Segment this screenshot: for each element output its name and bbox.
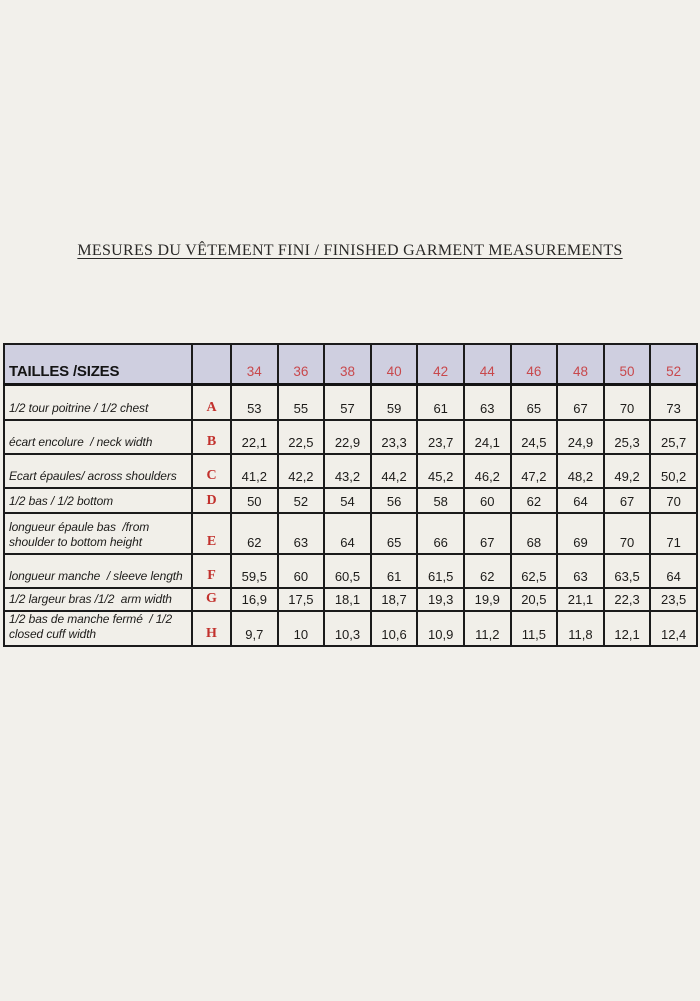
value-cell: 59,5 bbox=[231, 554, 278, 588]
value-cell: 24,9 bbox=[557, 420, 604, 454]
value-cell: 23,7 bbox=[417, 420, 464, 454]
value-cell: 54 bbox=[324, 488, 371, 513]
table-row-B bbox=[4, 420, 697, 454]
value-cell: 64 bbox=[324, 513, 371, 554]
value-cell: 64 bbox=[557, 488, 604, 513]
row-label: Ecart épaules/ across shoulders bbox=[4, 454, 192, 488]
row-label: 1/2 bas / 1/2 bottom bbox=[4, 488, 192, 513]
value-cell: 62 bbox=[511, 488, 558, 513]
row-label: 1/2 largeur bras /1/2 arm width bbox=[4, 588, 192, 611]
size-header-48: 48 bbox=[557, 344, 604, 384]
value-cell: 22,1 bbox=[231, 420, 278, 454]
value-cell: 67 bbox=[557, 384, 604, 420]
value-cell: 61 bbox=[371, 554, 418, 588]
value-cell: 61 bbox=[417, 384, 464, 420]
row-label: 1/2 bas de manche fermé / 1/2 closed cuff width bbox=[4, 611, 192, 646]
value-cell: 10,9 bbox=[417, 611, 464, 646]
value-cell: 62,5 bbox=[511, 554, 558, 588]
value-cell: 65 bbox=[371, 513, 418, 554]
size-header-50: 50 bbox=[604, 344, 651, 384]
value-cell: 11,2 bbox=[464, 611, 511, 646]
value-cell: 22,5 bbox=[278, 420, 325, 454]
value-cell: 10,6 bbox=[371, 611, 418, 646]
table-row-C bbox=[4, 454, 697, 488]
value-cell: 24,1 bbox=[464, 420, 511, 454]
value-cell: 22,3 bbox=[604, 588, 651, 611]
value-cell: 23,5 bbox=[650, 588, 697, 611]
value-cell: 42,2 bbox=[278, 454, 325, 488]
value-cell: 47,2 bbox=[511, 454, 558, 488]
row-label: longueur épaule bas /from shoulder to bottom height bbox=[4, 513, 192, 554]
size-header-44: 44 bbox=[464, 344, 511, 384]
letter-column-header bbox=[192, 344, 231, 384]
table-row-F bbox=[4, 554, 697, 588]
value-cell: 65 bbox=[511, 384, 558, 420]
value-cell: 50 bbox=[231, 488, 278, 513]
row-label: 1/2 tour poitrine / 1/2 chest bbox=[4, 384, 192, 420]
value-cell: 55 bbox=[278, 384, 325, 420]
value-cell: 60 bbox=[278, 554, 325, 588]
row-letter: C bbox=[192, 454, 231, 488]
table-row-H bbox=[4, 611, 697, 646]
size-header-34: 34 bbox=[231, 344, 278, 384]
value-cell: 48,2 bbox=[557, 454, 604, 488]
value-cell: 69 bbox=[557, 513, 604, 554]
value-cell: 59 bbox=[371, 384, 418, 420]
value-cell: 60,5 bbox=[324, 554, 371, 588]
value-cell: 53 bbox=[231, 384, 278, 420]
value-cell: 64 bbox=[650, 554, 697, 588]
row-letter: G bbox=[192, 588, 231, 611]
size-header-42: 42 bbox=[417, 344, 464, 384]
value-cell: 24,5 bbox=[511, 420, 558, 454]
size-header-38: 38 bbox=[324, 344, 371, 384]
value-cell: 11,8 bbox=[557, 611, 604, 646]
row-letter: D bbox=[192, 488, 231, 513]
row-letter: E bbox=[192, 513, 231, 554]
value-cell: 52 bbox=[278, 488, 325, 513]
value-cell: 20,5 bbox=[511, 588, 558, 611]
value-cell: 45,2 bbox=[417, 454, 464, 488]
value-cell: 73 bbox=[650, 384, 697, 420]
value-cell: 9,7 bbox=[231, 611, 278, 646]
value-cell: 23,3 bbox=[371, 420, 418, 454]
value-cell: 68 bbox=[511, 513, 558, 554]
value-cell: 16,9 bbox=[231, 588, 278, 611]
value-cell: 12,1 bbox=[604, 611, 651, 646]
value-cell: 70 bbox=[604, 384, 651, 420]
sizes-header-label: TAILLES /SIZES bbox=[4, 344, 192, 384]
value-cell: 61,5 bbox=[417, 554, 464, 588]
row-letter: F bbox=[192, 554, 231, 588]
value-cell: 19,3 bbox=[417, 588, 464, 611]
table-row-A bbox=[4, 384, 697, 420]
value-cell: 12,4 bbox=[650, 611, 697, 646]
value-cell: 50,2 bbox=[650, 454, 697, 488]
table-row-E bbox=[4, 513, 697, 554]
value-cell: 18,1 bbox=[324, 588, 371, 611]
value-cell: 67 bbox=[464, 513, 511, 554]
value-cell: 43,2 bbox=[324, 454, 371, 488]
value-cell: 70 bbox=[650, 488, 697, 513]
value-cell: 57 bbox=[324, 384, 371, 420]
value-cell: 10 bbox=[278, 611, 325, 646]
value-cell: 56 bbox=[371, 488, 418, 513]
value-cell: 62 bbox=[231, 513, 278, 554]
row-letter: A bbox=[192, 384, 231, 420]
value-cell: 25,7 bbox=[650, 420, 697, 454]
value-cell: 17,5 bbox=[278, 588, 325, 611]
table-row-D bbox=[4, 488, 697, 513]
row-label: longueur manche / sleeve length bbox=[4, 554, 192, 588]
value-cell: 60 bbox=[464, 488, 511, 513]
page-title: MESURES DU VÊTEMENT FINI / FINISHED GARMENT MEASUREMENTS bbox=[77, 242, 623, 259]
value-cell: 19,9 bbox=[464, 588, 511, 611]
value-cell: 67 bbox=[604, 488, 651, 513]
value-cell: 22,9 bbox=[324, 420, 371, 454]
value-cell: 49,2 bbox=[604, 454, 651, 488]
table-header-row bbox=[4, 344, 697, 384]
value-cell: 58 bbox=[417, 488, 464, 513]
row-letter: H bbox=[192, 611, 231, 646]
value-cell: 11,5 bbox=[511, 611, 558, 646]
size-header-46: 46 bbox=[511, 344, 558, 384]
value-cell: 18,7 bbox=[371, 588, 418, 611]
value-cell: 63 bbox=[557, 554, 604, 588]
value-cell: 63 bbox=[464, 384, 511, 420]
value-cell: 71 bbox=[650, 513, 697, 554]
value-cell: 25,3 bbox=[604, 420, 651, 454]
value-cell: 63,5 bbox=[604, 554, 651, 588]
size-header-36: 36 bbox=[278, 344, 325, 384]
value-cell: 63 bbox=[278, 513, 325, 554]
value-cell: 46,2 bbox=[464, 454, 511, 488]
table-row-G bbox=[4, 588, 697, 611]
measurements-table bbox=[3, 343, 698, 647]
size-header-40: 40 bbox=[371, 344, 418, 384]
value-cell: 70 bbox=[604, 513, 651, 554]
value-cell: 66 bbox=[417, 513, 464, 554]
value-cell: 41,2 bbox=[231, 454, 278, 488]
row-label: écart encolure / neck width bbox=[4, 420, 192, 454]
value-cell: 10,3 bbox=[324, 611, 371, 646]
value-cell: 21,1 bbox=[557, 588, 604, 611]
value-cell: 62 bbox=[464, 554, 511, 588]
row-letter: B bbox=[192, 420, 231, 454]
size-header-52: 52 bbox=[650, 344, 697, 384]
value-cell: 44,2 bbox=[371, 454, 418, 488]
